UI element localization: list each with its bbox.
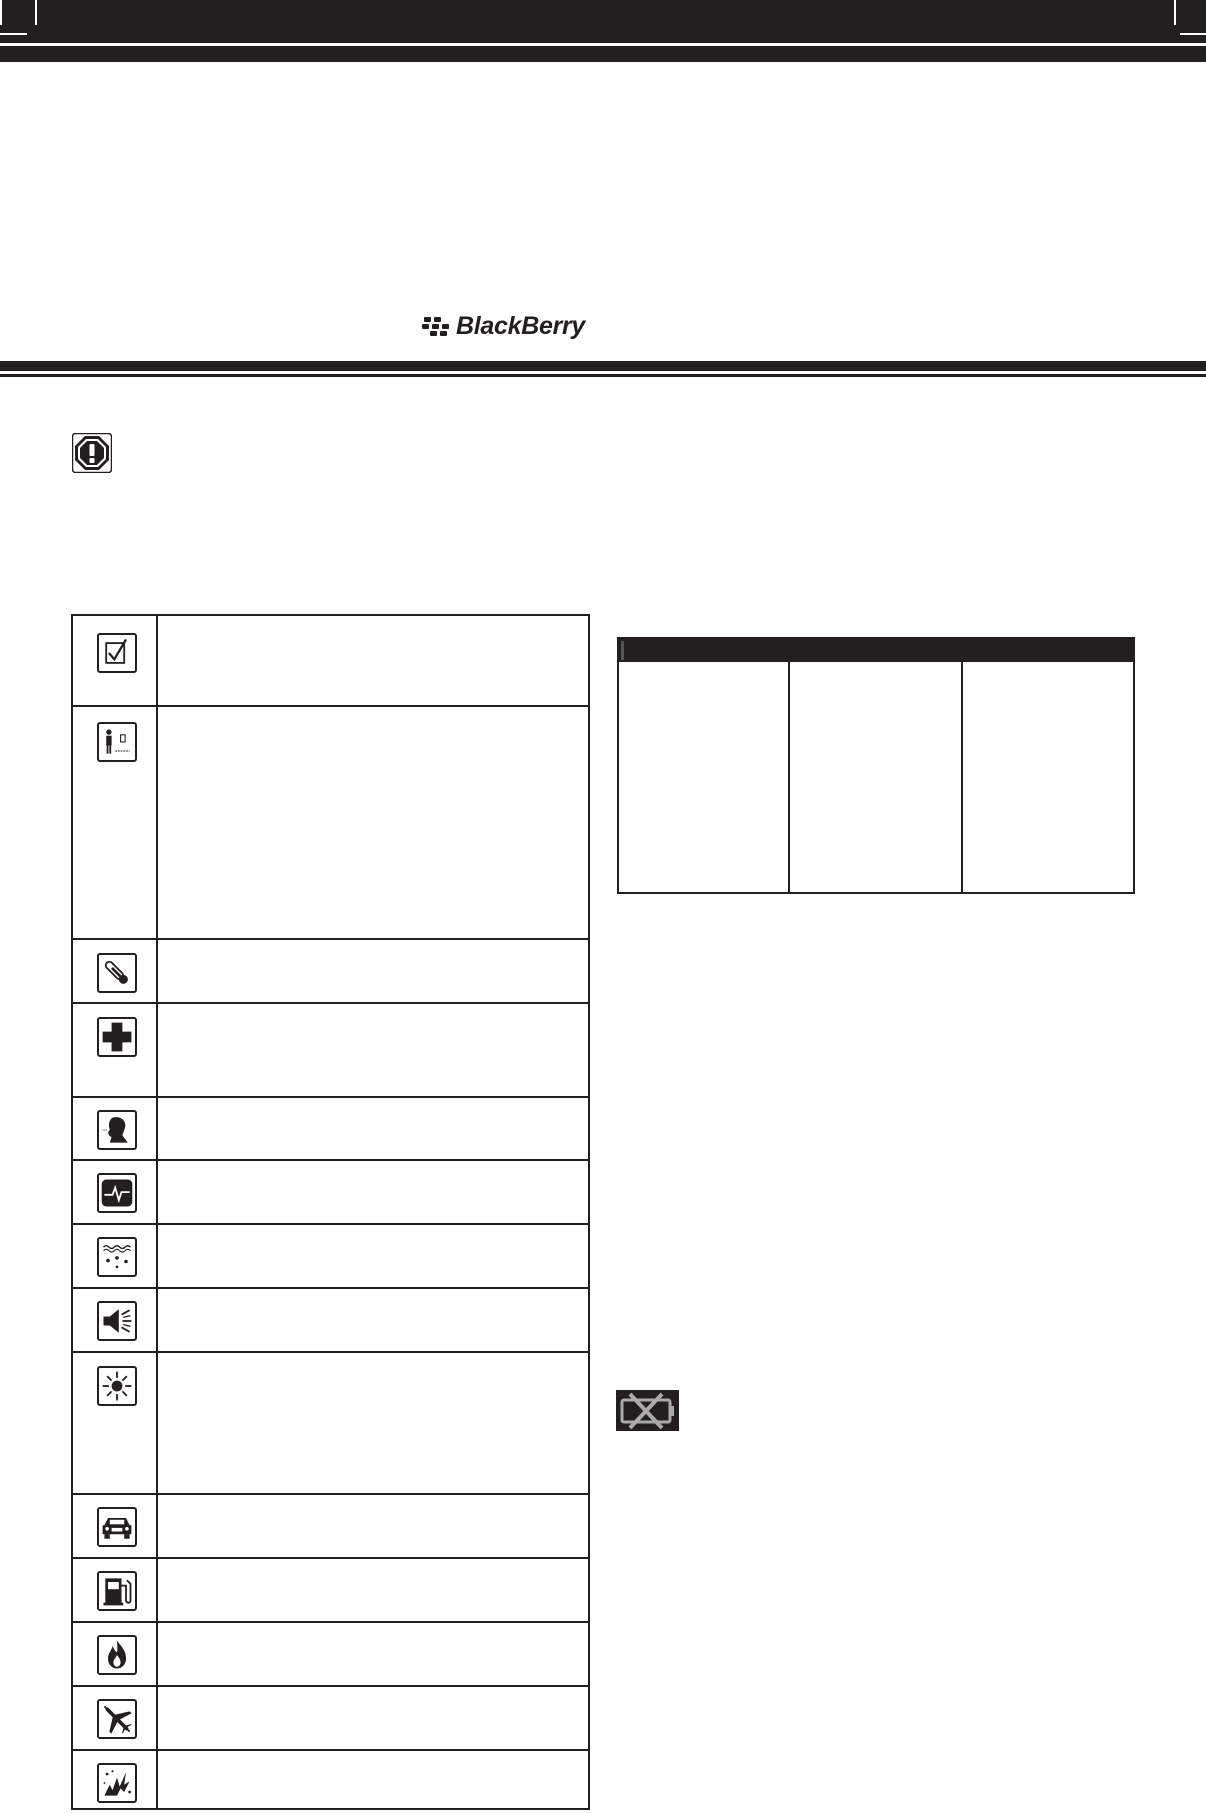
table-row bbox=[73, 1559, 588, 1623]
spec-table-header bbox=[619, 639, 1133, 662]
person-device-icon bbox=[97, 722, 137, 762]
medical-cross-icon bbox=[97, 1017, 137, 1057]
battery-crossed-icon bbox=[616, 1390, 679, 1431]
spec-table bbox=[617, 637, 1135, 894]
divider-thin bbox=[0, 374, 1206, 377]
thermometer-icon bbox=[97, 953, 137, 993]
table-row bbox=[73, 1495, 588, 1559]
crop-mark-right-inner bbox=[1174, 0, 1176, 25]
warning-octagon-icon bbox=[72, 433, 112, 473]
table-row bbox=[73, 707, 588, 940]
spec-table-column-divider bbox=[788, 662, 790, 892]
brand-name: BlackBerry bbox=[456, 312, 586, 340]
header-rule bbox=[0, 43, 1206, 46]
flame-icon bbox=[97, 1635, 137, 1675]
safety-icons-table bbox=[71, 614, 590, 1810]
bright-light-icon bbox=[97, 1366, 137, 1406]
car-icon bbox=[97, 1507, 137, 1547]
head-profile-icon bbox=[97, 1110, 137, 1150]
divider-thick bbox=[0, 361, 1206, 371]
table-row bbox=[73, 1623, 588, 1687]
crop-mark-right-h bbox=[1180, 33, 1206, 35]
table-row bbox=[73, 1225, 588, 1289]
brand-logo bbox=[422, 312, 585, 341]
spec-table-column-divider bbox=[961, 662, 963, 892]
table-row bbox=[73, 940, 588, 1004]
header-band bbox=[0, 0, 1206, 62]
table-row bbox=[73, 1353, 588, 1495]
table-row bbox=[73, 1687, 588, 1751]
table-row bbox=[73, 1161, 588, 1225]
crop-mark-left-inner bbox=[35, 0, 37, 25]
explosion-icon bbox=[97, 1763, 137, 1803]
loud-speaker-icon bbox=[97, 1301, 137, 1341]
crop-mark-left-h bbox=[0, 33, 27, 35]
heart-monitor-icon bbox=[97, 1173, 137, 1213]
table-row bbox=[73, 1751, 588, 1812]
blackberry-pawn-mark-icon bbox=[422, 315, 450, 339]
checklist-icon bbox=[97, 633, 137, 673]
table-row bbox=[73, 1004, 588, 1098]
crop-mark-left bbox=[0, 0, 2, 25]
table-row bbox=[73, 1098, 588, 1161]
table-row bbox=[73, 1289, 588, 1353]
airplane-prohibited-icon bbox=[97, 1699, 137, 1739]
liquid-drops-icon bbox=[97, 1237, 137, 1277]
fuel-pump-icon bbox=[97, 1571, 137, 1611]
table-row bbox=[73, 616, 588, 707]
